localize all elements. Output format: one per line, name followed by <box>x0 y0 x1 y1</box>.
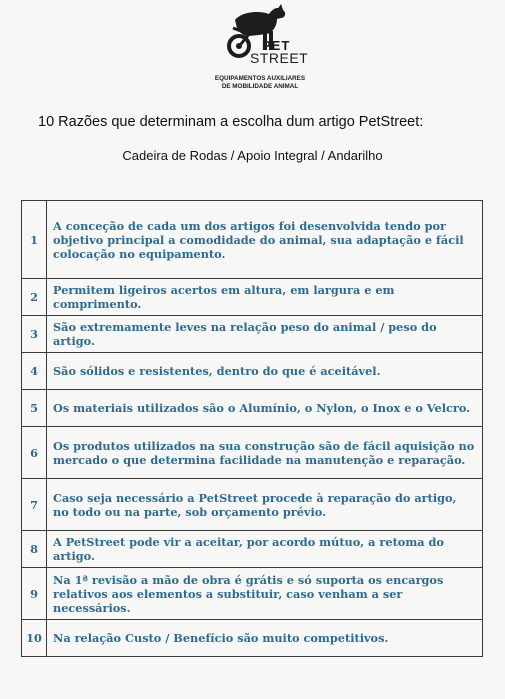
reason-text: São extremamente leves na relação peso do animal / peso do artigo. <box>47 316 483 353</box>
reason-text: Caso seja necessário a PetStreet procede à reparação do artigo, no todo ou na parte, sob orçamento prévio. <box>47 479 483 531</box>
reason-text: Permitem ligeiros acertos em altura, em largura e em comprimento. <box>47 279 483 316</box>
tagline-line2: DE MOBILIDADE ANIMAL <box>221 83 299 90</box>
table-row <box>22 568 483 620</box>
brand-line2: STREET <box>250 50 309 66</box>
reason-number: 10 <box>22 620 47 657</box>
reason-number: 1 <box>22 201 47 279</box>
reason-number: 6 <box>22 427 47 479</box>
tagline <box>190 75 330 91</box>
reason-number: 7 <box>22 479 47 531</box>
page-subtitle: Cadeira de Rodas / Apoio Integral / Andarilho <box>122 148 383 163</box>
brand-name <box>250 40 308 64</box>
table-row <box>22 427 483 479</box>
reasons-table <box>21 200 483 657</box>
reason-text: A conceção de cada um dos artigos foi desenvolvida tendo por objetivo principal a comodidade do animal, sua adaptação e fácil colocação no equipamento. <box>47 201 483 279</box>
reason-text: São sólidos e resistentes, dentro do que é aceitável. <box>47 353 483 390</box>
tagline-line1: EQUIPAMENTOS AUXILIARES <box>214 75 306 82</box>
reason-text: A PetStreet pode vir a aceitar, por acordo mútuo, a retoma do artigo. <box>47 531 483 568</box>
table-row <box>22 620 483 657</box>
brand-line1: PET <box>262 38 291 53</box>
reason-text: Na 1ª revisão a mão de obra é grátis e só suporta os encargos relativos aos elementos a substituir, caso venham a ser necessários. <box>47 568 483 620</box>
reason-number: 5 <box>22 390 47 427</box>
table-row <box>22 531 483 568</box>
reason-number: 4 <box>22 353 47 390</box>
reason-text: Os produtos utilizados na sua construção são de fácil aquisição no mercado o que determina facilidade na manutenção e reparação. <box>47 427 483 479</box>
table-row <box>22 201 483 279</box>
table-row <box>22 479 483 531</box>
table-row <box>22 353 483 390</box>
table-row <box>22 279 483 316</box>
reason-number: 8 <box>22 531 47 568</box>
reason-text: Os materiais utilizados são o Alumínio, o Nylon, o Inox e o Velcro. <box>47 390 483 427</box>
reason-number: 9 <box>22 568 47 620</box>
table-row <box>22 390 483 427</box>
reason-text: Na relação Custo / Benefício são muito competitivos. <box>47 620 483 657</box>
reason-number: 2 <box>22 279 47 316</box>
reason-number: 3 <box>22 316 47 353</box>
table-row <box>22 316 483 353</box>
page-title: 10 Razões que determinam a escolha dum artigo PetStreet: <box>38 114 424 130</box>
